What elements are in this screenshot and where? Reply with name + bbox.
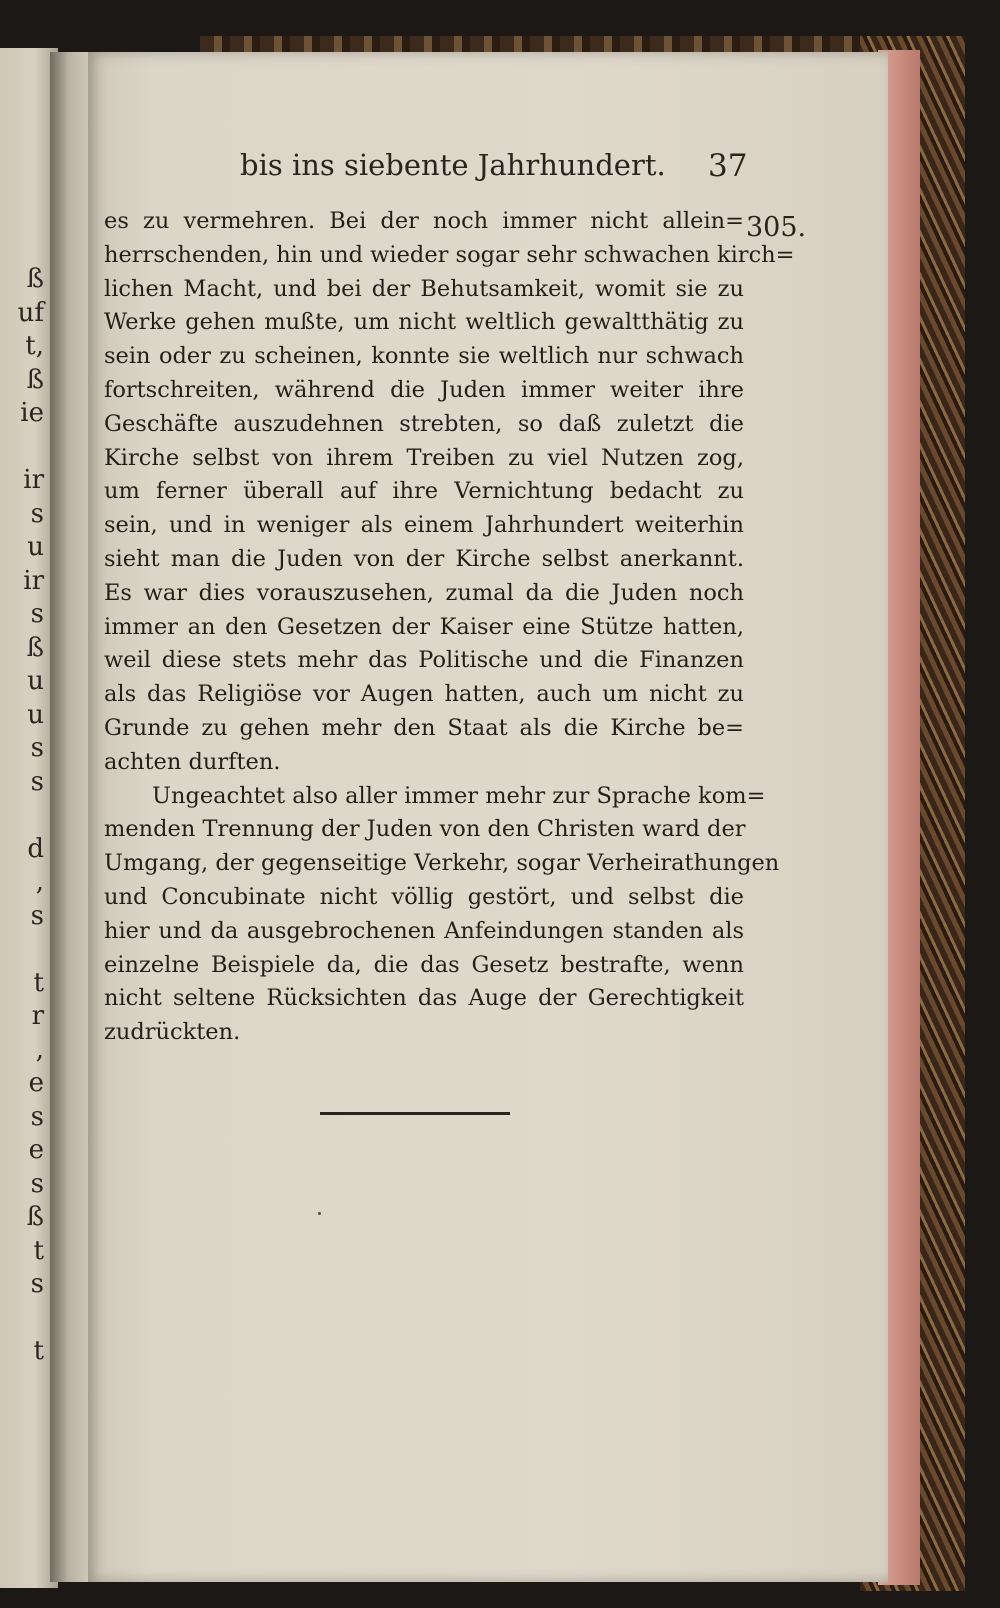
cut-glyph: u bbox=[27, 532, 44, 562]
cut-glyph: t bbox=[33, 1235, 44, 1266]
cut-glyph: s bbox=[30, 498, 44, 529]
cut-glyph: r bbox=[31, 1001, 44, 1031]
cut-glyph: uf bbox=[17, 297, 44, 328]
text-line: achten durften. bbox=[104, 748, 281, 775]
text-line: und Concubinate nicht völlig gestört, und selbst die bbox=[104, 883, 744, 910]
text-line: lichen Macht, und bei der Behutsamkeit, womit sie zu bbox=[104, 275, 744, 302]
cut-glyph: ß bbox=[26, 1202, 44, 1232]
text-line: Ungeachtet also aller immer mehr zur Sprache kom= bbox=[152, 782, 766, 809]
text-line: Werke gehen mußte, um nicht weltlich gewaltthätig zu bbox=[104, 309, 744, 336]
running-title: bis ins siebente Jahrhundert. bbox=[240, 148, 666, 182]
cut-glyph: s bbox=[30, 599, 44, 629]
cut-glyph: d bbox=[27, 833, 44, 864]
paper-speck bbox=[318, 1212, 321, 1215]
text-line: immer an den Gesetzen der Kaiser eine Stütze hatten, bbox=[104, 613, 744, 640]
cut-glyph: u bbox=[27, 666, 44, 696]
cut-glyph: e bbox=[28, 1135, 44, 1165]
cut-glyph: s bbox=[30, 1168, 44, 1199]
text-line: als das Religiöse vor Augen hatten, auch um nicht zu bbox=[104, 681, 744, 708]
cut-glyph: ir bbox=[23, 565, 44, 596]
cut-glyph: ie bbox=[20, 398, 44, 428]
text-line: sieht man die Juden von der Kirche selbst anerkannt. bbox=[104, 545, 744, 572]
cut-glyph: ß bbox=[26, 364, 44, 395]
cut-glyph: e bbox=[28, 1068, 44, 1098]
margin-reference-number: 305. bbox=[746, 212, 807, 243]
cut-glyph bbox=[4, 933, 44, 967]
cut-glyph: , bbox=[35, 867, 44, 897]
cut-glyph: ß bbox=[26, 264, 44, 294]
text-line: menden Trennung der Juden von den Christen ward der bbox=[104, 816, 746, 843]
cut-glyph: s bbox=[30, 766, 44, 797]
cut-glyph: t, bbox=[25, 331, 44, 361]
text-line: einzelne Beispiele da, die das Gesetz bestrafte, wenn bbox=[104, 951, 744, 978]
previous-page-cut-text bbox=[4, 263, 44, 1369]
cut-glyph: s bbox=[30, 733, 44, 763]
cut-glyph: t bbox=[33, 1336, 44, 1366]
text-line: Geschäfte auszudehnen strebten, so daß zuletzt die bbox=[104, 410, 744, 437]
section-end-rule bbox=[320, 1112, 510, 1115]
page-number: 37 bbox=[708, 148, 748, 184]
cut-glyph: ir bbox=[23, 465, 44, 495]
cut-glyph: t bbox=[33, 967, 44, 998]
text-line: zudrückten. bbox=[104, 1019, 241, 1046]
cut-glyph bbox=[4, 431, 44, 465]
cut-glyph bbox=[4, 1302, 44, 1336]
text-line: sein oder zu scheinen, konnte sie weltlich nur schwach bbox=[104, 343, 744, 370]
text-line: fortschreiten, während die Juden immer weiter ihre bbox=[104, 376, 744, 403]
text-line: Kirche selbst von ihrem Treiben zu viel Nutzen zog, bbox=[104, 444, 744, 471]
text-line: nicht seltene Rücksichten das Auge der Gerechtigkeit bbox=[104, 985, 744, 1012]
cut-glyph: s bbox=[30, 1101, 44, 1132]
text-line: Es war dies vorauszusehen, zumal da die Juden noch bbox=[104, 579, 744, 606]
cut-glyph bbox=[4, 799, 44, 833]
text-line: um ferner überall auf ihre Vernichtung bedacht zu bbox=[104, 478, 744, 505]
text-line: weil diese stets mehr das Politische und die Finanzen bbox=[104, 647, 744, 674]
text-line: hier und da ausgebrochenen Anfeindungen standen als bbox=[104, 917, 744, 944]
text-line: sein, und in weniger als einem Jahrhundert weiterhin bbox=[104, 512, 744, 539]
text-line: Umgang, der gegenseitige Verkehr, sogar Verheirathungen bbox=[104, 850, 780, 877]
text-line: herrschenden, hin und wieder sogar sehr schwachen kirch= bbox=[104, 241, 795, 268]
cut-glyph: ß bbox=[26, 632, 44, 663]
cut-glyph: s bbox=[30, 900, 44, 931]
cut-glyph: , bbox=[35, 1034, 44, 1065]
cut-glyph: u bbox=[27, 699, 44, 730]
cut-glyph: s bbox=[30, 1269, 44, 1299]
text-line: Grunde zu gehen mehr den Staat als die Kirche be= bbox=[104, 714, 744, 741]
text-line: es zu vermehren. Bei der noch immer nicht allein= bbox=[104, 208, 744, 234]
